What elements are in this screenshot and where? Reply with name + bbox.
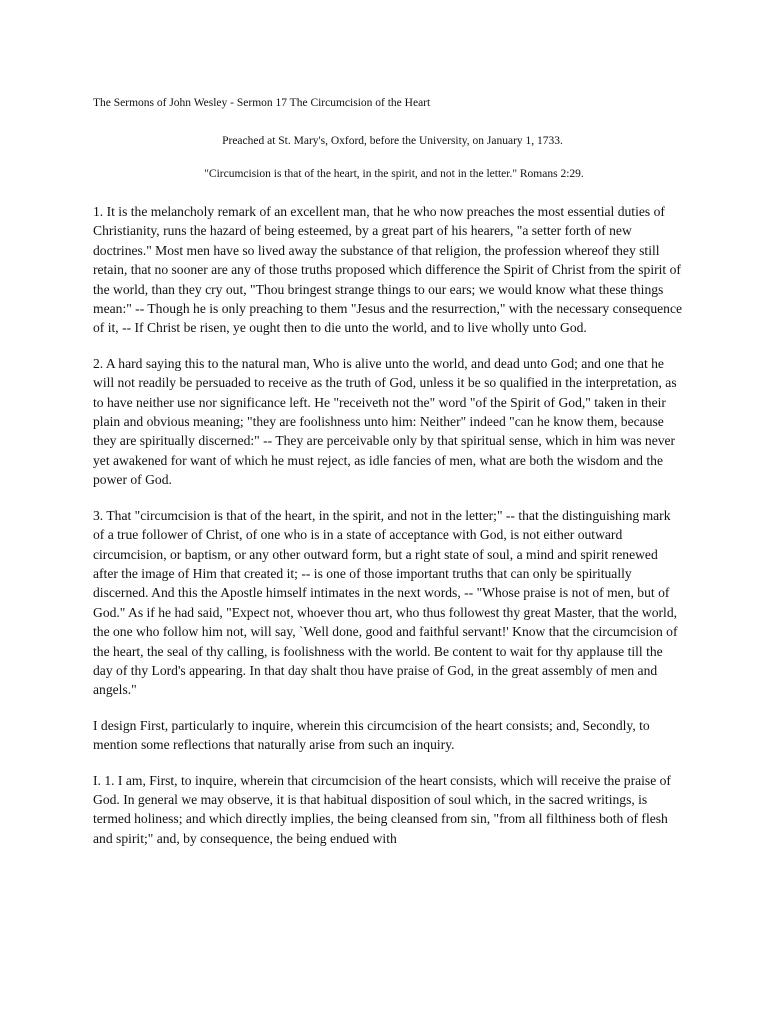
paragraph-i-1: I. 1. I am, First, to inquire, wherein that circumcision of the heart consists, which will receive the praise of God. In general we may observe, it is that habitual disposition of soul which, in the sacred writings, is termed holiness; and which directly implies, the being cleansed from sin, "from all filthiness both of flesh and spirit;" and, by consequence, the being endued with: [93, 772, 671, 846]
document-subtitle: Preached at St. Mary's, Oxford, before the University, on January 1, 1733.: [222, 135, 563, 147]
scripture-epigraph: "Circumcision is that of the heart, in the spirit, and not in the letter." Romans 2:29.: [204, 168, 584, 180]
paragraph-3: 3. That "circumcision is that of the heart, in the spirit, and not in the letter;" -- that the distinguishing mark of a true follower of Christ, of one who is in a state of acceptance with God, is not either outward circumcision, or baptism, or any other outward form, but a right state of soul, a mind and spirit renewed after the image of Him that created it; -- is one of those important truths that can only be spiritually discerned. And this the Apostle himself intimates in the next words, -- "Whose praise is not of men, but of God." As if he had said, "Expect not, whoever thou art, who thus followest thy great Master, that the world, the one who follow him not, will say, `Well done, good and faithful servant!' Know that the circumcision of the heart, the seal of thy calling, is foolishness with the world. Be content to wait for thy applause till the day of thy Lord's appearing. In that day shalt thou have praise of God, in the great assembly of men and angels.": [93, 507, 678, 698]
sermon-body: [93, 202, 683, 864]
paragraph-1: 1. It is the melancholy remark of an excellent man, that he who now preaches the most essential duties of Christianity, runs the hazard of being esteemed, by a great part of his hearers, "a setter forth of new doctrines." Most men have so lived away the substance of that religion, the profession whereof they still retain, that no sooner are any of those truths proposed which difference the Spirit of Christ from the spirit of the world, than they cry out, "Thou bringest strange things to our ears; we would know what these things mean:" -- Though he is only preaching to them "Jesus and the resurrection," with the necessary consequence of it, -- If Christ be risen, ye ought then to die unto the world, and to live wholly unto God.: [93, 204, 683, 336]
paragraph-design: I design First, particularly to inquire, wherein this circumcision of the heart consists; and, Secondly, to mention some reflections that naturally arise from such an inquiry.: [93, 717, 650, 753]
paragraph-2: 2. A hard saying this to the natural man, Who is alive unto the world, and dead unto God; and one that he will not readily be persuaded to receive as the truth of God, unless it be so qualified in the interpretation, as to have neither use nor significance left. He "receiveth not the" word "of the Spirit of God," taken in their plain and obvious meaning; "they are foolishness unto him: Neither" indeed "can he know them, because they are spiritually discerned:" -- They are perceivable only by that spiritual sense, which in him was never yet awakened for want of which he must reject, as idle fancies of men, what are both the wisdom and the power of God.: [93, 355, 677, 488]
document-title: The Sermons of John Wesley - Sermon 17 The Circumcision of the Heart: [93, 97, 431, 109]
